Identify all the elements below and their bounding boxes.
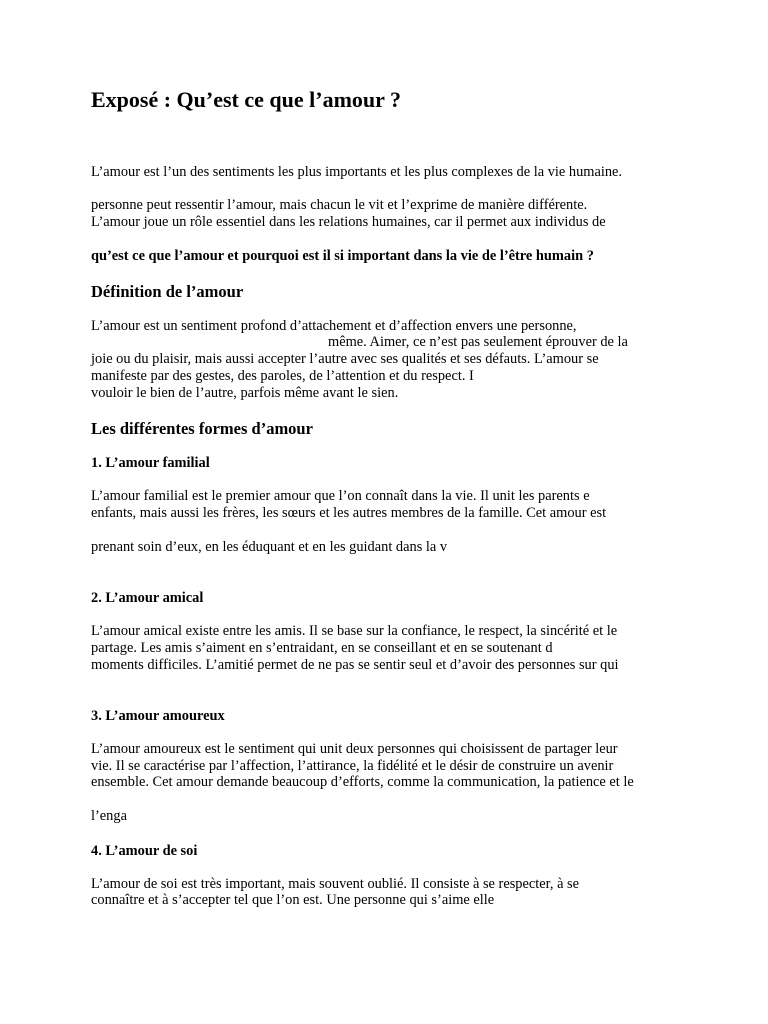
definition-line-4: manifeste par des gestes, des paroles, de l’attention et du respect. I — [91, 368, 474, 384]
intro-line-2: personne peut ressentir l’amour, mais chacun le vit et l’exprime de manière différente. — [91, 197, 588, 213]
forms-heading: Les différentes formes d’amour — [91, 419, 313, 438]
amical-heading: 2. L’amour amical — [91, 590, 204, 606]
soi-heading: 4. L’amour de soi — [91, 843, 198, 859]
amoureux-line-4: l’enga — [91, 808, 127, 824]
definition-line-3: joie ou du plaisir, mais aussi accepter l’autre avec ses qualités et ses défauts. L’amour se — [91, 351, 599, 367]
intro-question: qu’est ce que l’amour et pourquoi est il si important dans la vie de l’être humain ? — [91, 248, 594, 264]
intro-line-1: L’amour est l’un des sentiments les plus importants et les plus complexes de la vie humaine. — [91, 164, 623, 180]
definition-line-1: L’amour est un sentiment profond d’attachement et d’affection envers une personne, — [91, 318, 577, 334]
amical-line-3: moments difficiles. L’amitié permet de ne pas se sentir seul et d’avoir des personnes sur qui — [91, 657, 619, 673]
intro-line-3: L’amour joue un rôle essentiel dans les relations humaines, car il permet aux individus de — [91, 214, 606, 230]
familial-heading: 1. L’amour familial — [91, 455, 210, 471]
amical-line-2: partage. Les amis s’aiment en s’entraidant, en se conseillant et en se soutenant d — [91, 640, 553, 656]
definition-line-2: même. Aimer, ce n’est pas seulement éprouver de la — [328, 334, 628, 350]
familial-line-1: L’amour familial est le premier amour que l’on connaît dans la vie. Il unit les parents e — [91, 488, 590, 504]
amoureux-line-2: vie. Il se caractérise par l’affection, l’attirance, la fidélité et le désir de construire un avenir — [91, 758, 614, 774]
amoureux-line-3: ensemble. Cet amour demande beaucoup d’efforts, comme la communication, la patience et le — [91, 774, 634, 790]
amoureux-line-1: L’amour amoureux est le sentiment qui unit deux personnes qui choisissent de partager leur — [91, 741, 618, 757]
definition-heading: Définition de l’amour — [91, 282, 244, 301]
document-title: Exposé : Qu’est ce que l’amour ? — [91, 87, 402, 112]
soi-line-2: connaître et à s’accepter tel que l’on est. Une personne qui s’aime elle — [91, 892, 495, 908]
familial-line-3: prenant soin d’eux, en les éduquant et en les guidant dans la v — [91, 539, 448, 555]
definition-line-5: vouloir le bien de l’autre, parfois même avant le sien. — [91, 385, 399, 401]
familial-line-2: enfants, mais aussi les frères, les sœurs et les autres membres de la famille. Cet amour est — [91, 505, 607, 521]
amoureux-heading: 3. L’amour amoureux — [91, 708, 225, 724]
soi-line-1: L’amour de soi est très important, mais souvent oublié. Il consiste à se respecter, à se — [91, 876, 580, 892]
amical-line-1: L’amour amical existe entre les amis. Il se base sur la confiance, le respect, la sincérité et le — [91, 623, 618, 639]
